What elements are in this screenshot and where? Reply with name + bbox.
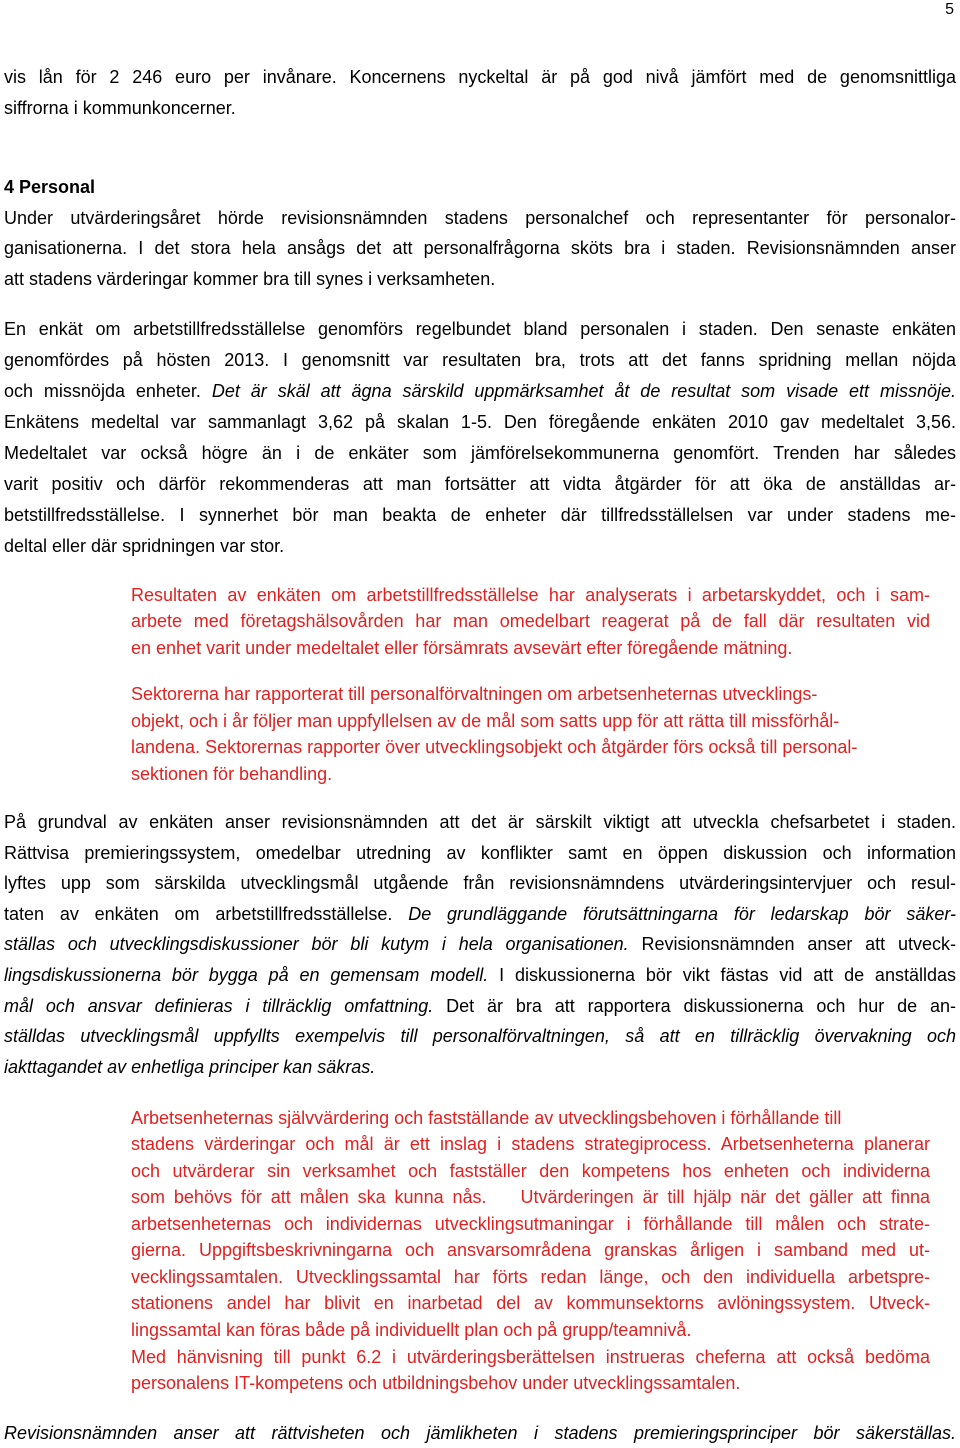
red-text-line: en enhet varit under medeltalet eller försämrats avsevärt efter föregående mätning. — [131, 638, 793, 658]
red-text-line: personalens IT-kompetens och utbildningsbehov under utvecklingssamtalen. — [131, 1373, 741, 1393]
sentence: I genomsnitt var resultaten bra, trots att det fanns spridning mellan nöjda — [282, 350, 956, 370]
red-text-line: objekt, och i år följer man uppfyllelsen av de mål som satts upp för att rätta till missförhål- — [131, 711, 840, 731]
red-text-line: vecklingssamtalen. Utvecklingssamtal har förts redan länge, och den individuella arbetspre- — [131, 1267, 930, 1287]
section-heading: 4 Personal — [4, 177, 96, 197]
text-line — [4, 410, 956, 434]
sentence: Revisionsnämnden anser — [746, 238, 956, 258]
sentence-italic: mål och ansvar definieras i tillräcklig omfattning. — [4, 996, 434, 1016]
text-line: Under utvärderingsåret hörde revisionsnämnden stadens personalchef och representanter för personalor- — [4, 208, 956, 228]
sentence: Det är bra att rapportera diskussionerna och hur de an- — [446, 996, 956, 1016]
sentence-italic: lingsdiskussionerna bör bygga på en gemensam modell. — [4, 965, 489, 985]
text-line: deltal eller där spridningen var stor. — [4, 536, 285, 556]
sentence: betstillfredsställelse. — [4, 505, 166, 525]
text-line — [4, 902, 956, 926]
text-line-italic: Revisionsnämnden anser att rättvisheten och jämlikheten i stadens premieringsprinciper bör säkerställas. — [4, 1423, 956, 1443]
sentence: I synnerhet bör man beakta de enheter där tillfredsställelsen var under stadens me- — [179, 505, 956, 525]
red-text-line: Arbetsenheternas självvärdering och fastställande av utvecklingsbehoven i förhållande till — [131, 1108, 842, 1128]
red-text-line — [131, 1185, 930, 1209]
red-text-line: och utvärderar sin verksamhet och fastställer den kompetens hos enheten och individerna — [131, 1161, 930, 1181]
sentence: ganisationerna. I det stora hela ansågs det att personalfrågorna sköts bra i staden. — [4, 238, 736, 258]
sentence: Revisionsnämnden anser att utveck- — [641, 934, 956, 954]
sentence-italic: Det är skäl att ägna särskild uppmärksamhet åt de resultat som visade ett missnöje. — [211, 381, 956, 401]
text-line — [4, 963, 956, 987]
red-text-line: landena. Sektorernas rapporter över utvecklingsobjekt och åtgärder förs också till personal- — [131, 737, 858, 757]
sentence: som behövs för att målen ska kunna nås. — [131, 1187, 487, 1207]
red-text-line: Med hänvisning till punkt 6.2 i utvärderingsberättelsen instrueras cheferna att också bedöma — [131, 1347, 930, 1367]
text-line-italic: ställdas utvecklingsmål uppfyllts exempelvis till personalförvaltningen, så att en tillräcklig övervakning och — [4, 1026, 956, 1046]
text-line-italic: iakttagandet av enhetliga principer kan säkras. — [4, 1057, 376, 1077]
text-line: På grundval av enkäten anser revisionsnämnden att det är särskilt viktigt att utveckla chefsarbetet i staden. — [4, 812, 956, 832]
sentence-italic: ställas och utvecklingsdiskussioner bör bli kutym i hela organisationen. — [4, 934, 629, 954]
red-text-line: stationens andel har blivit en inarbetad del av kommunsektorns avlöningssystem. Utveck- — [131, 1293, 930, 1313]
sentence: Den föregående enkäten 2010 gav medeltalet 3,56. — [503, 412, 956, 432]
sentence: taten av enkäten om arbetstillfredsställelse. — [4, 904, 393, 924]
sentence: Den senaste enkäten — [770, 319, 956, 339]
red-text-line: stadens värderingar och mål är ett inslag i stadens strategiprocess. Arbetsenheterna planerar — [131, 1134, 930, 1154]
sentence: En enkät om arbetstillfredsställelse genomförs regelbundet bland personalen i staden. — [4, 319, 758, 339]
text-line: vis lån för 2 246 euro per invånare. Koncernens nyckeltal är på god nivå jämfört med de genomsnittliga — [4, 67, 956, 87]
sentence: Trenden har således — [773, 443, 956, 463]
red-text-line: gierna. Uppgiftsbeskrivningarna och ansvarsområdena granskas årligen i samband med ut- — [131, 1240, 930, 1260]
red-text-line: arbetsenheternas och individernas utvecklingsutmaningar i förhållande till målen och strate- — [131, 1214, 930, 1234]
text-line — [4, 503, 956, 527]
text-line: lyftes upp som särskilda utvecklingsmål utgående från revisionsnämndens utvärderingsintervjuer och resul- — [4, 873, 956, 893]
text-line — [4, 236, 956, 260]
text-line: Rättvisa premieringssystem, omedelbar utredning av konflikter samt en öppen diskussion och information — [4, 843, 956, 863]
text-line — [4, 441, 956, 465]
text-line: att stadens värderingar kommer bra till synes i verksamheten. — [4, 269, 496, 289]
red-text-line: arbete med företagshälsovården har man omedelbart reagerat på de fall där resultaten vid — [131, 611, 930, 631]
text-line: varit positiv och därför rekommenderas att man fortsätter att vidta åtgärder för att öka de anställdas ar- — [4, 474, 956, 494]
text-line — [4, 932, 956, 956]
text-line — [4, 379, 956, 403]
sentence: Utvärderingen är till hjälp när det gäller att finna — [520, 1187, 930, 1207]
sentence-italic: De grundläggande förutsättningarna för ledarskap bör säker- — [408, 904, 957, 924]
page-number: 5 — [945, 1, 954, 18]
red-text-line: lingssamtal kan föras både på individuellt plan och på grupp/teamnivå. — [131, 1320, 692, 1340]
text-line — [4, 994, 956, 1018]
sentence: Enkätens medeltal var sammanlagt 3,62 på skalan 1-5. — [4, 412, 492, 432]
text-line — [4, 348, 956, 372]
sentence: I diskussionerna bör vikt fästas vid att de anställdas — [499, 965, 956, 985]
sentence: och missnöjda enheter. — [4, 381, 201, 401]
sentence: Medeltalet var också högre än i de enkäter som jämförelsekommunerna genomfört. — [4, 443, 760, 463]
text-line: siffrorna i kommunkoncerner. — [4, 98, 236, 118]
red-text-line: sektionen för behandling. — [131, 764, 333, 784]
red-text-line: Sektorerna har rapporterat till personalförvaltningen om arbetsenheternas utvecklings- — [131, 684, 818, 704]
sentence: genomfördes på hösten 2013. — [4, 350, 270, 370]
red-text-line: Resultaten av enkäten om arbetstillfredsställelse har analyserats i arbetarskyddet, och i sam- — [131, 585, 930, 605]
text-line — [4, 317, 956, 341]
